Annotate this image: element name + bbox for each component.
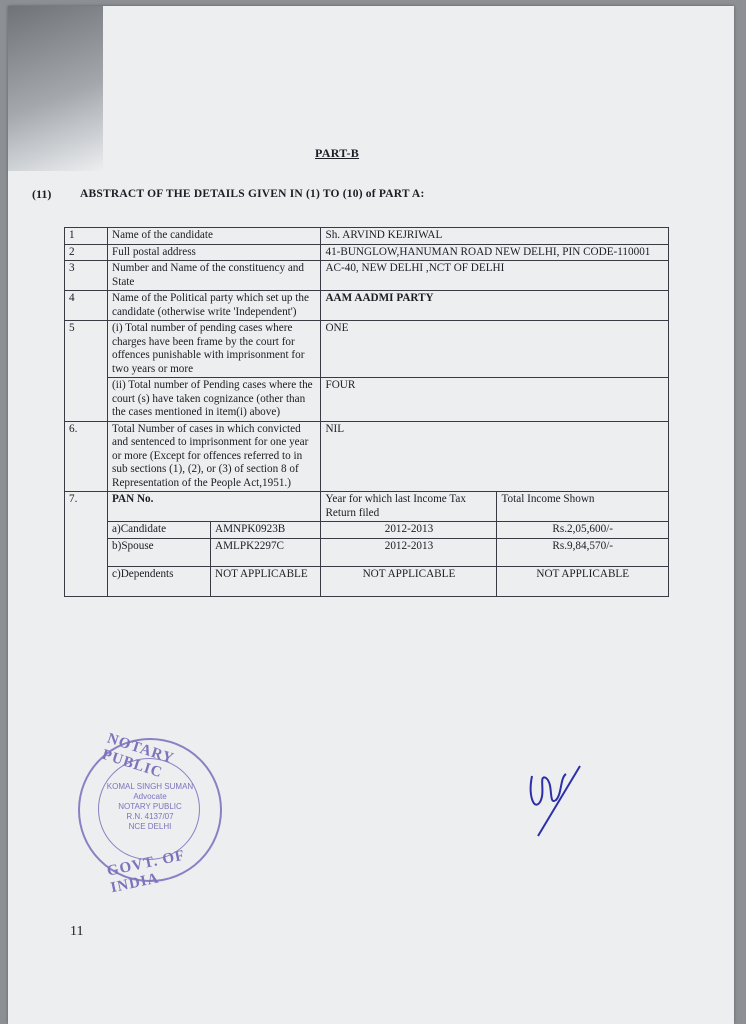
row-number: 7. xyxy=(65,492,108,597)
table-row xyxy=(65,291,669,321)
signature-icon xyxy=(520,756,600,846)
table-row xyxy=(65,538,669,566)
row-number: 6. xyxy=(65,421,108,492)
row-label: Full postal address xyxy=(108,244,321,261)
table-row xyxy=(65,244,669,261)
return-year: 2012-2013 xyxy=(321,522,497,539)
table-row xyxy=(65,261,669,291)
row-number: 5 xyxy=(65,321,108,422)
seal-bottom-text: GOVT. OF INDIA xyxy=(105,847,187,897)
convicted-cases: NIL xyxy=(321,421,669,492)
return-year: 2012-2013 xyxy=(321,538,497,566)
part-title: PART-B xyxy=(315,146,360,160)
document-page xyxy=(8,6,734,1024)
constituency: AC-40, NEW DELHI ,NCT OF DELHI xyxy=(321,261,669,291)
page-number: 11 xyxy=(70,924,84,939)
table-row xyxy=(65,321,669,378)
table-row xyxy=(65,378,669,422)
political-party: AAM AADMI PARTY xyxy=(321,291,669,321)
candidate-name: Sh. ARVIND KEJRIWAL xyxy=(321,228,669,245)
row-label: Name of the candidate xyxy=(108,228,321,245)
row-number: 4 xyxy=(65,291,108,321)
section-heading: ABSTRACT OF THE DETAILS GIVEN IN (1) TO (10) of PART A: xyxy=(80,188,425,200)
notary-label: NOTARY PUBLIC xyxy=(118,802,182,811)
income-shown: NOT APPLICABLE xyxy=(497,566,669,596)
income-shown: Rs.2,05,600/- xyxy=(497,522,669,539)
table-row xyxy=(65,228,669,245)
row-label: Number and Name of the constituency and State xyxy=(108,261,321,291)
pending-cases-cognizance: FOUR xyxy=(321,378,669,422)
pan-number: AMNPK0923B xyxy=(211,522,321,539)
row-number: 3 xyxy=(65,261,108,291)
row-label: (ii) Total number of Pending cases where the court (s) have taken cognizance (other than the cases mentioned in item(i) above) xyxy=(108,378,321,422)
pan-holder: b)Spouse xyxy=(108,538,211,566)
pan-number: AMLPK2297C xyxy=(211,538,321,566)
abstract-table xyxy=(64,227,669,597)
pan-holder: a)Candidate xyxy=(108,522,211,539)
pan-number: NOT APPLICABLE xyxy=(211,566,321,596)
year-header: Year for which last Income Tax Return filed xyxy=(321,492,497,522)
pending-cases-charged: ONE xyxy=(321,321,669,378)
row-label: (i) Total number of pending cases where charges have been frame by the court for offences punishable with imprisonment for two years or more xyxy=(108,321,321,378)
table-row xyxy=(65,566,669,596)
row-number: 2 xyxy=(65,244,108,261)
notary-place: NCE DELHI xyxy=(128,822,172,831)
table-row xyxy=(65,421,669,492)
pan-header: PAN No. xyxy=(108,492,321,522)
table-row xyxy=(65,522,669,539)
notary-seal xyxy=(78,730,222,897)
row-number: 1 xyxy=(65,228,108,245)
notary-name: KOMAL SINGH SUMAN xyxy=(106,782,194,791)
income-shown: Rs.9,84,570/- xyxy=(497,538,669,566)
return-year: NOT APPLICABLE xyxy=(321,566,497,596)
page-fold-shadow xyxy=(8,6,103,171)
income-header: Total Income Shown xyxy=(497,492,669,522)
notary-title: Advocate xyxy=(133,792,167,801)
seal-top-text: NOTARY PUBLIC xyxy=(99,730,176,782)
section-number: (11) xyxy=(32,187,52,201)
seal-center-text xyxy=(104,782,196,832)
notary-reg: R.N. 4137/07 xyxy=(126,812,174,821)
row-label: Total Number of cases in which convicted and sentenced to imprisonment for one year or more (Except for offences referred to in sub sections (1), (2), or (3) of section 8 of Representation of the People Act,1951.) xyxy=(108,421,321,492)
table-row xyxy=(65,492,669,522)
pan-holder: c)Dependents xyxy=(108,566,211,596)
postal-address: 41-BUNGLOW,HANUMAN ROAD NEW DELHI, PIN CODE-110001 xyxy=(321,244,669,261)
row-label: Name of the Political party which set up the candidate (otherwise write 'Independent') xyxy=(108,291,321,321)
